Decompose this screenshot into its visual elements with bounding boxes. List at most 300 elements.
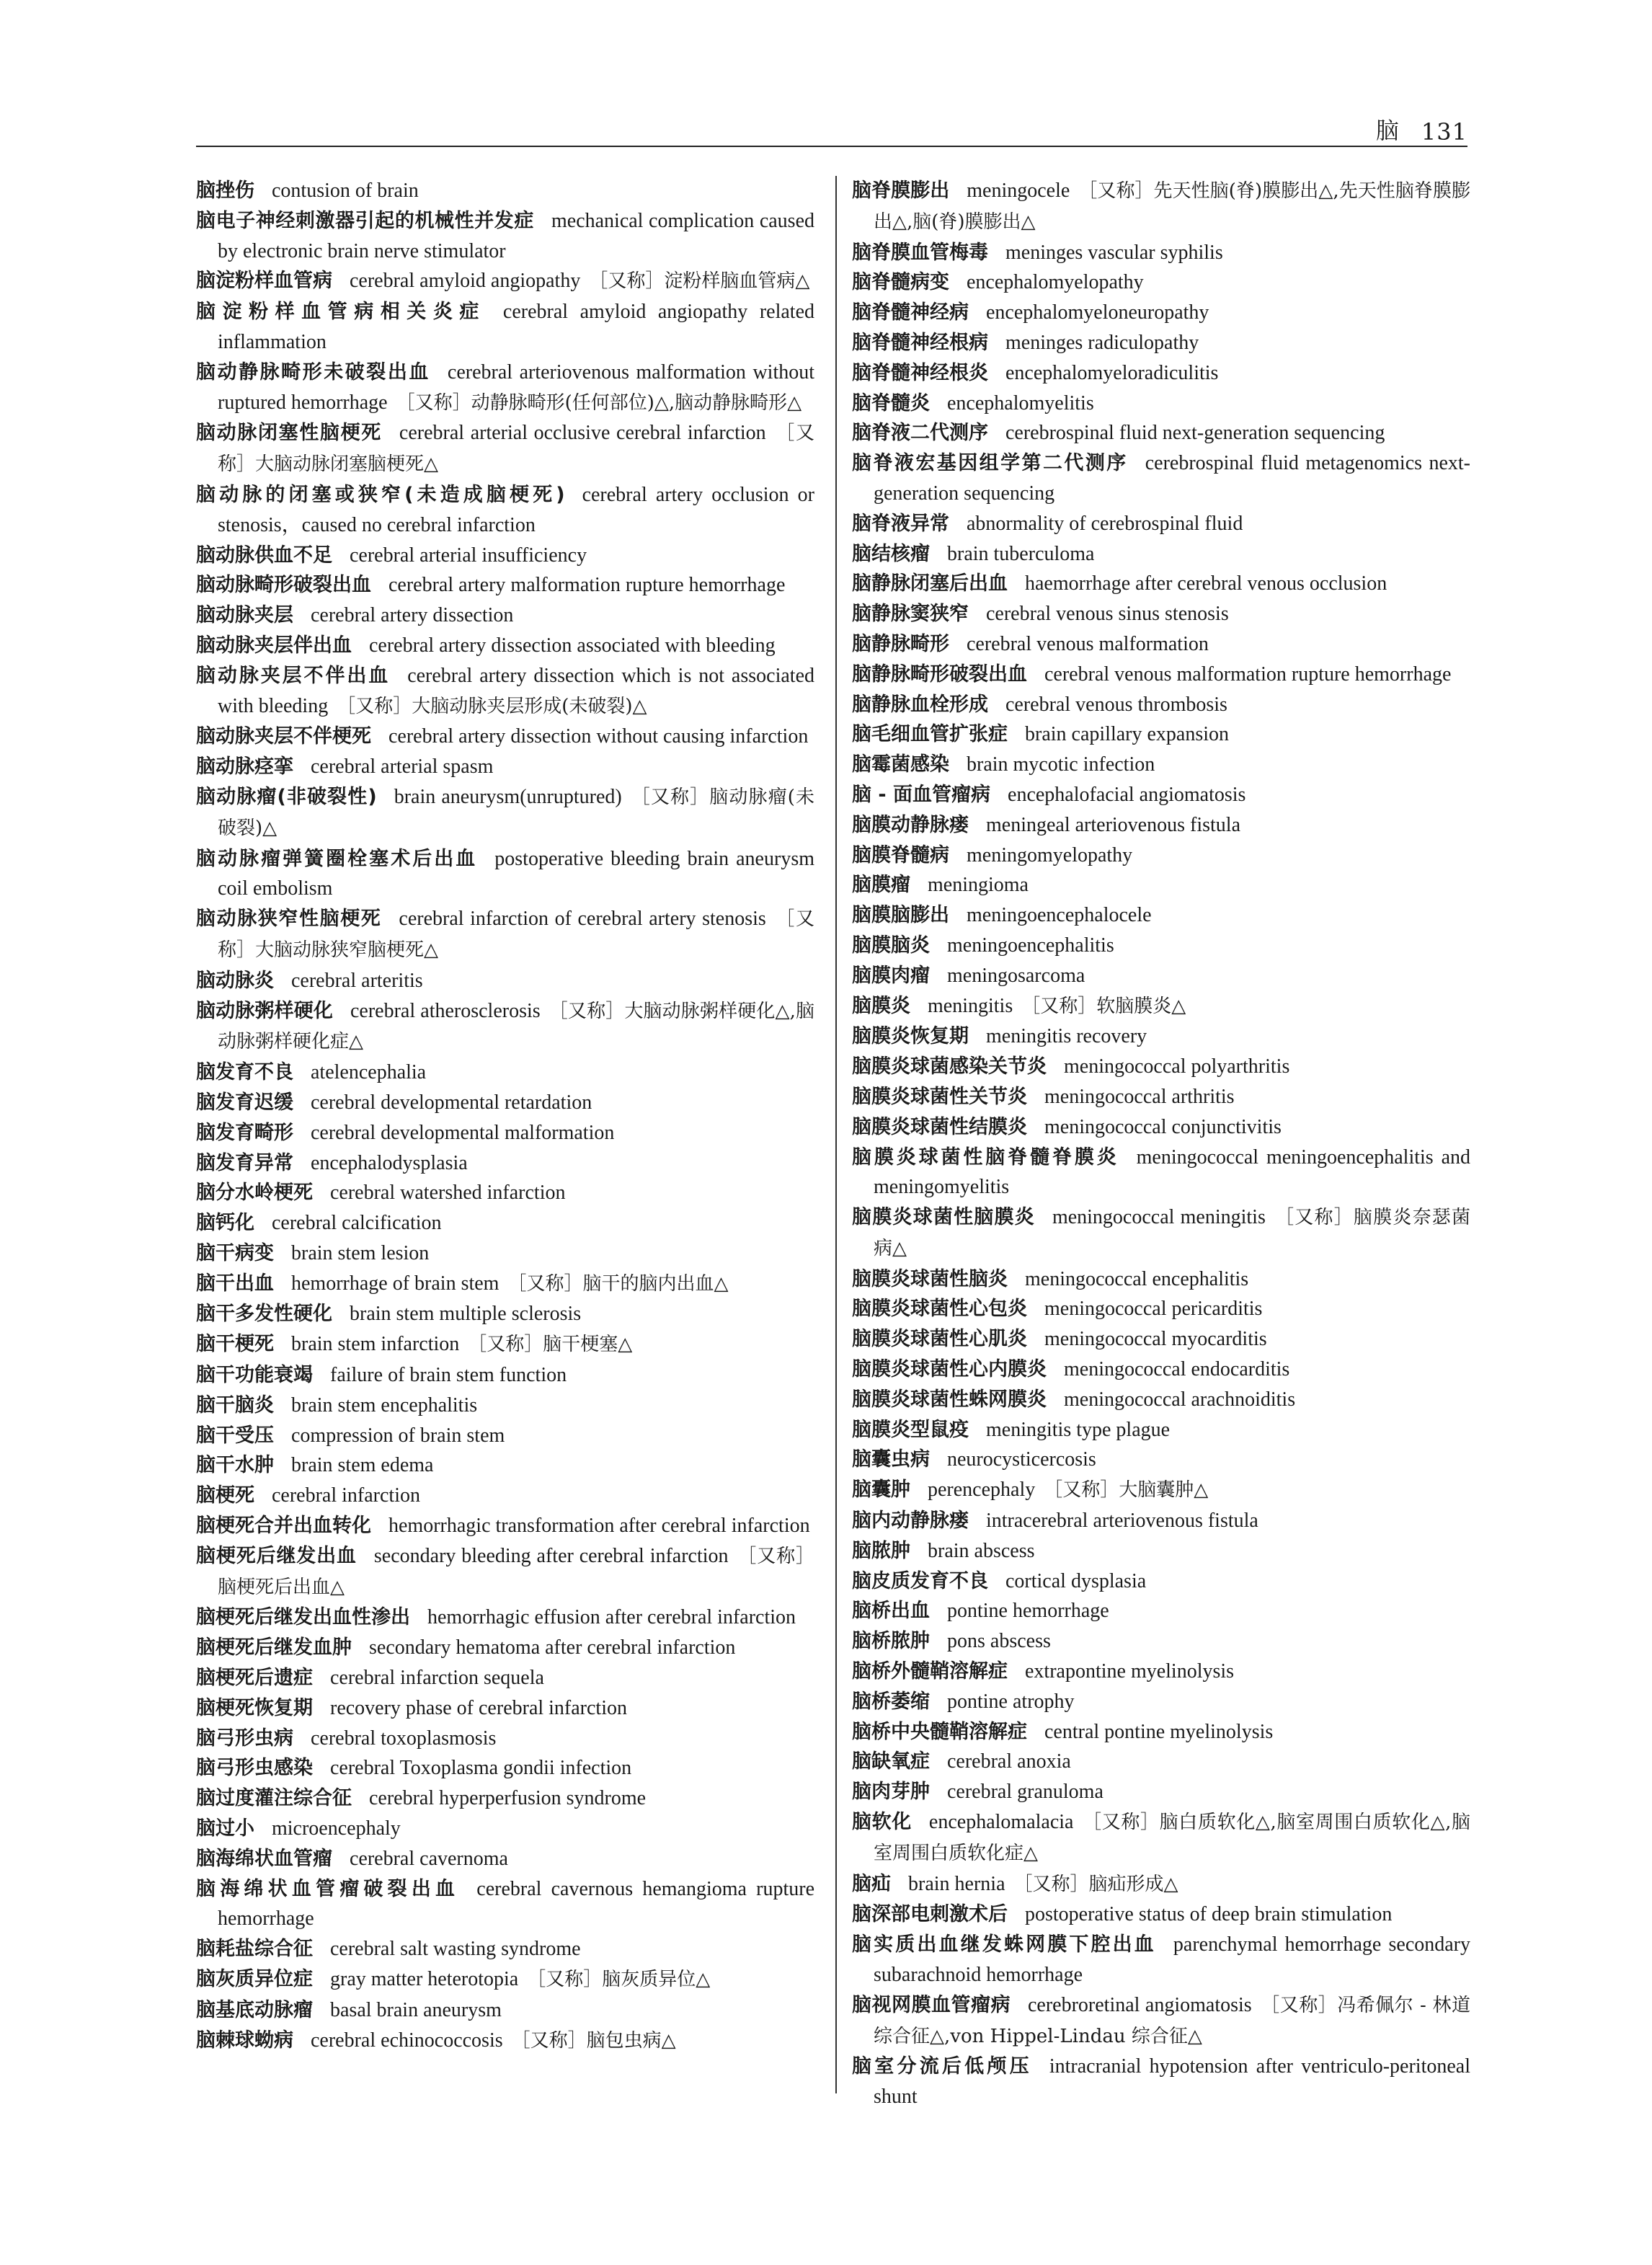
glossary-entry [852,1807,1470,1869]
term-chinese: 脑干水肿 [196,1454,274,1477]
term-chinese: 脑动脉夹层 [196,604,293,627]
term-chinese: 脑海绵状血管瘤 [196,1847,332,1870]
term-chinese: 脑干脑炎 [196,1393,274,1417]
glossary-entry [196,570,814,600]
glossary-entry [852,599,1470,629]
term-chinese: 脑膜炎球菌性关节炎 [852,1085,1027,1108]
term-chinese: 脑膜炎型鼠疫 [852,1418,969,1441]
glossary-entry [852,1777,1470,1807]
term-english: cerebral anoxia [947,1750,1071,1773]
term-chinese: 脑弓形虫病 [196,1727,293,1750]
term-chinese: 脑膜炎球菌性心肌炎 [852,1328,1027,1351]
term-chinese: 脑桥出血 [852,1600,930,1623]
term-english: brain tuberculoma [947,542,1095,565]
glossary-entry [852,1566,1470,1597]
term-english: cerebroretinal angiomatosis [1027,1993,1252,2016]
term-english: cerebral artery malformation rupture hemorrhage [388,574,786,597]
glossary-entry [196,1269,814,1300]
glossary-entry [852,1506,1470,1536]
glossary-entry [196,631,814,661]
term-english: cortical dysplasia [1005,1569,1147,1592]
term-chinese: 脑发育异常 [196,1151,293,1174]
glossary-entry [852,1143,1470,1203]
term-english: cerebral echinococcosis [311,2029,503,2052]
term-english: cerebral artery occlusion or stenosis，caused no cerebral infarction [218,483,814,536]
glossary-entry [852,750,1470,780]
term-english: secondary hematoma after cerebral infarction [369,1636,736,1659]
term-alias: ［又称］冯希佩尔 - 林道综合征△,von Hippel-Lindau 综合征△ [874,1994,1470,2047]
term-english: cerebral developmental retardation [311,1091,592,1114]
term-english: cerebral calcification [272,1212,442,1235]
glossary-entry [852,389,1470,419]
glossary-entry [196,1391,814,1421]
glossary-entry [852,1052,1470,1082]
term-chinese: 脑干出血 [196,1272,274,1295]
term-english: haemorrhage after cerebral venous occlusion [1025,572,1387,595]
term-chinese: 脑缺氧症 [852,1750,930,1773]
term-english: cerebral cavernoma [350,1847,508,1870]
term-english: cerebrospinal fluid next-generation sequencing [1005,422,1385,445]
term-chinese: 脑膜炎球菌性蛛网膜炎 [852,1388,1047,1411]
glossary-entry [196,1783,814,1814]
section-title: 脑 [1375,117,1400,144]
glossary-entry [196,480,814,541]
term-english: encephalomyelopathy [967,271,1144,294]
right-column [852,176,1470,2122]
term-alias: ［又称］脑疝形成△ [1013,1873,1178,1895]
term-english: pontine atrophy [947,1690,1075,1713]
glossary-entry [196,1995,814,2026]
term-english: encephalodysplasia [311,1151,468,1174]
glossary-entry [852,448,1470,509]
glossary-entry [196,1360,814,1391]
glossary-entry [852,629,1470,660]
term-chinese: 脑内动静脉瘘 [852,1510,969,1533]
term-english: cerebral hyperperfusion syndrome [369,1787,647,1810]
term-english: brain stem infarction [291,1333,460,1356]
term-alias: ［又称］大脑囊肿△ [1044,1479,1209,1502]
term-english: brain stem multiple sclerosis [350,1303,582,1326]
glossary-entry [196,1208,814,1238]
term-english: meningococcal endocarditis [1064,1358,1290,1381]
term-chinese: 脑过小 [196,1817,254,1840]
term-chinese: 脑静脉畸形 [852,632,949,655]
term-chinese: 脑膜脊髓病 [852,843,949,866]
term-chinese: 脑动脉的闭塞或狭窄(未造成脑梗死) [196,483,565,506]
term-english: meningococcal meningoencephalitis and meningomyelitis [874,1145,1470,1199]
term-chinese: 脑电子神经刺激器引起的机械性并发症 [196,209,534,232]
glossary-entry [196,1299,814,1329]
term-chinese: 脑脊髓神经病 [852,301,969,324]
term-chinese: 脑脊髓神经根炎 [852,361,988,384]
glossary-entry [852,1445,1470,1475]
term-english: meningeal arteriovenous fistula [986,813,1240,836]
glossary-entry [196,1844,814,1874]
term-alias: ［又称］动静脉畸形(任何部位)△,脑动静脉畸形△ [396,391,802,414]
glossary-entry [852,328,1470,358]
term-alias: ［又称］脑动脉瘤(未破裂)△ [218,786,814,839]
term-english: cerebrospinal fluid metagenomics next-generation sequencing [874,452,1470,505]
term-chinese: 脑脊膜血管梅毒 [852,241,988,264]
glossary-entry [852,1112,1470,1143]
term-chinese: 脑梗死后继发出血性渗出 [196,1606,410,1629]
term-english: cerebral artery dissection [311,604,514,627]
glossary-entry [852,1536,1470,1566]
term-chinese: 脑膜动静脉瘘 [852,813,969,836]
term-english: recovery phase of cerebral infarction [330,1696,627,1719]
term-english: perencephaly [928,1479,1036,1502]
term-chinese: 脑静脉窦狭窄 [852,603,969,626]
term-english: pontine hemorrhage [947,1600,1109,1623]
term-chinese: 脑基底动脉瘤 [196,1998,313,2021]
term-english: cerebral developmental malformation [311,1121,615,1144]
page-number: 131 [1421,118,1467,146]
term-chinese: 脑脊液异常 [852,512,949,535]
term-english: pons abscess [947,1630,1051,1653]
glossary-entry [852,1082,1470,1112]
glossary-entry [196,1874,814,1935]
term-chinese: 脑钙化 [196,1212,254,1235]
term-english: cerebral venous malformation rupture hemorrhage [1044,662,1452,686]
glossary-entry [196,1421,814,1451]
term-chinese: 脑动脉瘤弹簧圈栓塞术后出血 [196,847,478,870]
term-english: meningococcal conjunctivitis [1044,1115,1282,1138]
term-english: hemorrhagic effusion after cerebral infarction [427,1606,796,1629]
term-chinese: 脑静脉畸形破裂出血 [852,662,1027,686]
glossary-entry [196,752,814,782]
term-alias: ［又称］先天性脑(脊)膜膨出△,先天性脑脊膜膨出△,脑(脊)膜膨出△ [874,180,1470,233]
term-english: cerebral venous thrombosis [1005,693,1227,716]
term-chinese: 脑桥脓肿 [852,1630,930,1653]
page-header [196,107,1467,146]
glossary-entry [196,1633,814,1663]
term-english: brain hernia [908,1872,1005,1895]
term-english: abnormality of cerebrospinal fluid [967,512,1243,535]
term-english: extrapontine myelinolysis [1025,1660,1235,1683]
glossary-entry [196,1118,814,1148]
header-rule [196,146,1467,147]
term-chinese: 脑膜炎球菌性心内膜炎 [852,1358,1047,1381]
term-chinese: 脑梗死后继发出血 [196,1544,357,1567]
glossary-entry [852,719,1470,750]
glossary-entry [196,661,814,722]
term-chinese: 脑脊髓神经根病 [852,331,988,354]
glossary-entry [852,1869,1470,1900]
term-chinese: 脑动脉夹层不伴出血 [196,664,391,687]
term-english: central pontine myelinolysis [1044,1720,1274,1743]
term-english: cerebral cavernous hemangioma rupture hemorrhage [218,1877,814,1931]
term-chinese: 脑淀粉样血管病相关炎症 [196,301,486,324]
term-english: brain mycotic infection [967,753,1155,776]
term-english: hemorrhagic transformation after cerebral infarction [388,1515,810,1538]
term-english: meningitis [928,994,1013,1017]
glossary-entry [852,1294,1470,1324]
term-english: meninges radiculopathy [1005,331,1199,354]
term-chinese: 脑脊液宏基因组学第二代测序 [852,452,1128,475]
glossary-entry [852,358,1470,389]
term-english: meningococcal polyarthritis [1064,1055,1290,1078]
term-chinese: 脑发育不良 [196,1061,293,1084]
glossary-entry [196,541,814,571]
term-chinese: 脑膜炎恢复期 [852,1025,969,1048]
term-chinese: 脑膜炎球菌感染关节炎 [852,1055,1047,1078]
term-english: encephalomyeloradiculitis [1005,361,1219,384]
glossary-entry [852,298,1470,328]
term-english: compression of brain stem [291,1424,505,1447]
term-english: encephalomalacia [928,1811,1074,1834]
glossary-entry [196,1329,814,1360]
glossary-entry [852,961,1470,991]
glossary-entry [196,844,814,905]
term-english: contusion of brain [272,179,419,202]
term-english: brain aneurysm(unruptured) [394,785,622,808]
glossary-entry [196,297,814,358]
term-chinese: 脑膜炎球菌性脑脊髓脊膜炎 [852,1145,1119,1169]
glossary-entry [196,1693,814,1724]
term-chinese: 脑 - 面血管瘤病 [852,783,991,806]
term-chinese: 脑动脉痉挛 [196,755,293,779]
glossary-entry [852,1202,1470,1264]
term-english: cerebral amyloid angiopathy related inflammation [218,301,814,353]
term-chinese: 脑膜炎球菌性结膜炎 [852,1115,1027,1138]
term-chinese: 脑棘球蚴病 [196,2029,293,2052]
term-chinese: 脑霉菌感染 [852,753,949,776]
term-english: postoperative bleeding brain aneurysm coil embolism [218,847,814,900]
term-chinese: 脑结核瘤 [852,542,930,565]
term-english: meningococcal arthritis [1044,1085,1235,1108]
glossary-entry [852,1990,1470,2052]
glossary-entry [852,841,1470,871]
term-chinese: 脑深部电刺激术后 [852,1903,1008,1926]
term-chinese: 脑梗死合并出血转化 [196,1515,371,1538]
term-chinese: 脑弓形虫感染 [196,1757,313,1780]
glossary-entry [852,810,1470,841]
term-chinese: 脑梗死恢复期 [196,1696,313,1719]
term-chinese: 脑梗死 [196,1484,254,1507]
term-english: cerebral venous sinus stenosis [986,603,1229,626]
glossary-entry [852,870,1470,900]
term-english: meningitis recovery [986,1025,1147,1048]
term-chinese: 脑淀粉样血管病 [196,270,332,293]
term-english: cerebral salt wasting syndrome [330,1938,581,1961]
term-chinese: 脑干多发性硬化 [196,1303,332,1326]
term-chinese: 脑膜炎 [852,994,910,1017]
term-chinese: 脑膜炎球菌性脑炎 [852,1267,1008,1290]
glossary-entry [852,176,1470,238]
glossary-entry [852,569,1470,599]
term-chinese: 脑动脉粥样硬化 [196,999,333,1022]
glossary-entry [196,722,814,752]
glossary-entry [196,904,814,966]
term-english: encephalofacial angiomatosis [1008,783,1246,806]
term-english: meningococcal meningitis [1052,1206,1266,1229]
term-english: cerebral artery dissection which is not associated with bleeding [218,664,814,717]
term-chinese: 脑毛细血管扩张症 [852,723,1008,746]
term-alias: ［又称］大脑动脉狭窄脑梗死△ [218,908,814,961]
glossary-entry [852,1626,1470,1657]
term-chinese: 脑囊虫病 [852,1448,930,1471]
term-english: hemorrhage of brain stem [291,1272,499,1295]
left-column [196,176,814,2122]
term-english: postoperative status of deep brain stimulation [1025,1903,1393,1926]
glossary-entry [196,358,814,419]
glossary-entry [852,780,1470,810]
term-chinese: 脑静脉闭塞后出血 [852,572,1008,595]
term-chinese: 脑脊膜膨出 [852,179,950,202]
term-chinese: 脑梗死后继发血肿 [196,1636,352,1659]
glossary-entry [196,206,814,267]
term-english: cerebral arteritis [291,969,423,992]
glossary-entry [196,1238,814,1269]
term-chinese: 脑室分流后低颅压 [852,2055,1032,2078]
glossary-entry [852,1657,1470,1687]
term-alias: ［又称］淀粉样脑血管病△ [589,270,810,293]
glossary-entry [196,1148,814,1179]
term-english: meningoencephalocele [967,904,1152,927]
term-english: meningococcal pericarditis [1044,1298,1263,1321]
glossary-entry [852,931,1470,961]
term-english: cerebral arterial spasm [311,755,494,779]
term-chinese: 脑动脉供血不足 [196,544,332,567]
glossary-entry [852,1596,1470,1626]
term-english: microencephaly [272,1817,401,1840]
term-english: meningocele [967,179,1070,202]
glossary-entry [852,1475,1470,1506]
term-chinese: 脑干病变 [196,1241,274,1264]
glossary-entry [852,1355,1470,1385]
term-english: encephalomyelitis [947,391,1094,415]
glossary-entry [196,1724,814,1754]
term-english: meningococcal myocarditis [1044,1328,1267,1351]
term-alias: ［又称］大脑动脉粥样硬化△,脑动脉粥样硬化症△ [218,1000,814,1053]
term-chinese: 脑膜瘤 [852,874,910,897]
term-english: basal brain aneurysm [330,1998,502,2021]
glossary-entry [196,1603,814,1633]
term-chinese: 脑过度灌注综合征 [196,1787,352,1810]
glossary-entry [852,1930,1470,1990]
glossary-entry [852,2052,1470,2112]
glossary-entry [196,1964,814,1995]
term-english: meningococcal arachnoiditis [1064,1388,1296,1411]
glossary-entry [852,418,1470,448]
glossary-entry [852,690,1470,720]
term-chinese: 脑囊肿 [852,1479,910,1502]
term-english: cerebral venous malformation [967,632,1209,655]
term-alias: ［又称］脑灰质异位△ [527,1969,711,1991]
term-english: cerebral arterial insufficiency [350,544,587,567]
glossary-entry [852,1385,1470,1415]
term-chinese: 脑桥萎缩 [852,1690,930,1713]
glossary-entry [852,991,1470,1022]
glossary-entry [196,1753,814,1783]
term-chinese: 脑挫伤 [196,179,254,202]
term-english: neurocysticercosis [947,1448,1096,1471]
term-chinese: 脑动脉狭窄性脑梗死 [196,908,382,931]
term-alias: ［又称］脑干的脑内出血△ [507,1272,729,1295]
term-chinese: 脑疝 [852,1872,891,1895]
term-chinese: 脑桥外髓鞘溶解症 [852,1660,1008,1683]
term-english: parenchymal hemorrhage secondary subarachnoid hemorrhage [874,1933,1470,1987]
term-chinese: 脑肉芽肿 [852,1781,930,1804]
term-chinese: 脑脊液二代测序 [852,422,988,445]
term-english: cerebral watershed infarction [330,1182,566,1205]
term-chinese: 脑干受压 [196,1424,274,1447]
glossary-entry [196,418,814,480]
term-english: cerebral artery dissection without causing infarction [388,725,809,748]
glossary-entry [852,1717,1470,1747]
term-chinese: 脑海绵状血管瘤破裂出血 [196,1877,460,1900]
term-english: gray matter heterotopia [330,1968,519,1991]
glossary-entry [196,1663,814,1693]
glossary-entry [196,1058,814,1088]
term-chinese: 脑动脉瘤(非破裂性) [196,785,377,808]
glossary-entry [196,1481,814,1511]
term-chinese: 脑静脉血栓形成 [852,693,988,716]
column-divider [835,176,837,2093]
term-chinese: 脑软化 [852,1811,912,1834]
term-alias: ［又称］脑梗死后出血△ [218,1545,814,1598]
term-english: atelencephalia [311,1061,427,1084]
term-english: cerebral infarction of cerebral artery stenosis [399,908,766,931]
term-english: cerebral granuloma [947,1781,1103,1804]
term-english: cerebral infarction sequela [330,1667,544,1690]
glossary-entry [852,539,1470,569]
term-english: failure of brain stem function [330,1364,567,1387]
term-alias: ［又称］软脑膜炎△ [1021,995,1186,1017]
term-chinese: 脑灰质异位症 [196,1968,313,1991]
term-chinese: 脑动脉夹层不伴梗死 [196,725,371,748]
term-chinese: 脑动脉畸形破裂出血 [196,574,371,597]
term-chinese: 脑动静脉畸形未破裂出血 [196,360,430,384]
term-english: cerebral amyloid angiopathy [350,270,581,293]
term-english: brain stem lesion [291,1241,430,1264]
glossary-entry [196,1178,814,1208]
term-english: intracranial hypotension after ventriculo-peritoneal shunt [874,2055,1470,2109]
term-chinese: 脑梗死后遗症 [196,1667,313,1690]
term-alias: ［又称］脑膜炎奈瑟菌病△ [874,1207,1470,1259]
glossary-entry [196,1814,814,1844]
term-chinese: 脑膜脑炎 [852,934,930,957]
glossary-entry [852,900,1470,931]
term-chinese: 脑实质出血继发蛛网膜下腔出血 [852,1933,1156,1956]
term-chinese: 脑脊髓病变 [852,271,949,294]
term-chinese: 脑膜炎球菌性脑膜炎 [852,1206,1035,1229]
glossary-entry [196,996,814,1058]
glossary-entry [196,1450,814,1481]
term-chinese: 脑动脉炎 [196,969,274,992]
glossary-entry [852,1415,1470,1445]
glossary-entry [852,1900,1470,1930]
glossary-entry [196,266,814,297]
term-english: brain stem edema [291,1454,434,1477]
term-chinese: 脑皮质发育不良 [852,1569,988,1592]
term-chinese: 脑脓肿 [852,1539,910,1562]
term-chinese: 脑动脉夹层伴出血 [196,634,352,657]
term-alias: ［又称］脑白质软化△,脑室周围白质软化△,脑室周围白质软化症△ [874,1812,1470,1864]
term-chinese: 脑膜炎球菌性心包炎 [852,1298,1027,1321]
term-english: cerebral Toxoplasma gondii infection [330,1757,632,1780]
term-english: cerebral artery dissection associated with bleeding [369,634,776,657]
term-english: meningomyelopathy [967,843,1133,866]
glossary-entry [852,1687,1470,1717]
term-chinese: 脑干梗死 [196,1333,274,1356]
term-chinese: 脑膜脑膨出 [852,904,949,927]
term-chinese: 脑脊髓炎 [852,391,930,415]
term-english: mechanical complication caused by electronic brain nerve stimulator [218,209,814,262]
term-chinese: 脑发育迟缓 [196,1091,293,1114]
term-english: encephalomyeloneuropathy [986,301,1209,324]
term-alias: ［又称］脑包虫病△ [511,2029,676,2052]
